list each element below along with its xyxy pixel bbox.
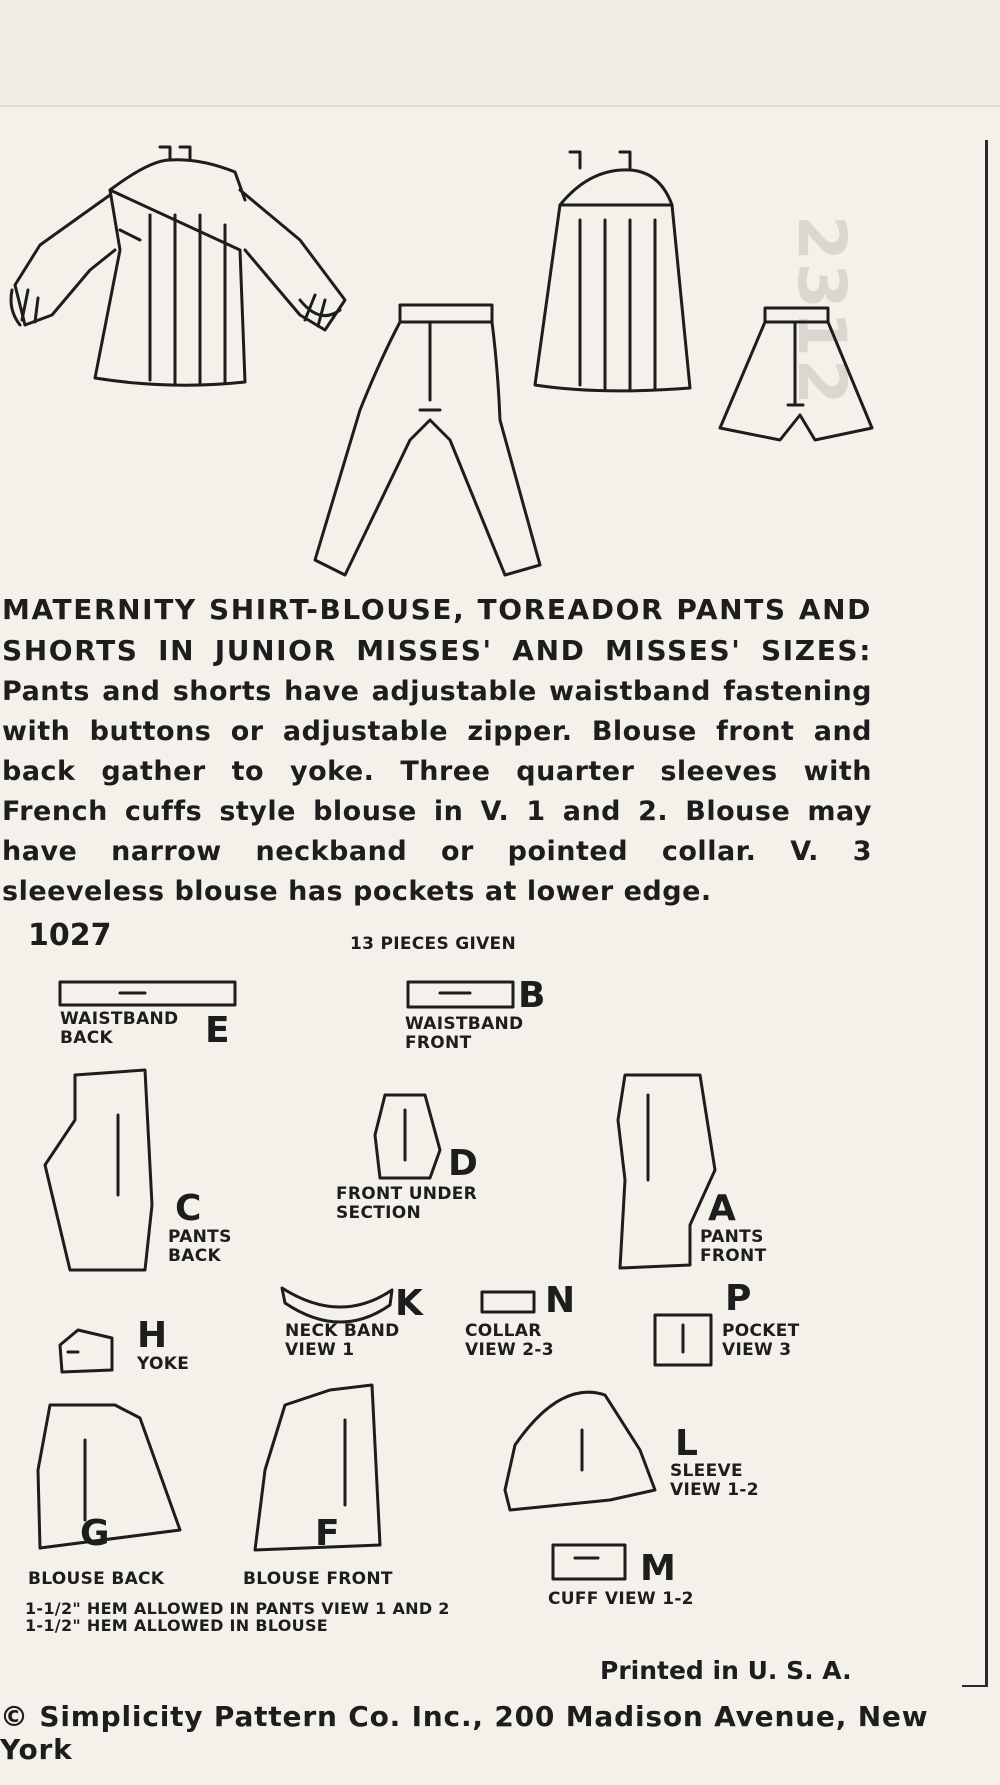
label-front-under-section: FRONT UNDER SECTION <box>336 1184 478 1223</box>
piece-collar <box>482 1292 534 1312</box>
letter-front-under-section: D <box>448 1143 478 1184</box>
label-cuff: CUFF VIEW 1-2 <box>548 1589 694 1609</box>
letter-waistband-front: B <box>518 975 546 1016</box>
piece-yoke <box>60 1330 112 1372</box>
description-text <box>2 590 872 912</box>
description-heading: MATERNITY SHIRT-BLOUSE, TOREADOR PANTS AND SHORTS IN JUNIOR MISSES' AND MISSES' SIZES: <box>2 593 872 667</box>
printed-in: Printed in U. S. A. <box>600 1656 852 1685</box>
stamp-number: 2312 <box>783 215 860 407</box>
piece-front-under-section <box>375 1095 440 1178</box>
label-waistband-back: WAISTBAND BACK <box>60 1009 179 1048</box>
piece-neck-band <box>282 1288 392 1322</box>
letter-cuff: M <box>640 1548 676 1589</box>
piece-waistband-front <box>408 982 513 1007</box>
piece-sleeve <box>505 1392 655 1510</box>
label-blouse-back: BLOUSE BACK <box>28 1569 165 1589</box>
pattern-number: 1027 <box>28 918 112 953</box>
garment-toreador-pants <box>315 305 540 575</box>
garment-blouse-with-sleeves <box>11 147 345 385</box>
label-pants-front: PANTS FRONT <box>700 1227 767 1266</box>
description-body: Pants and shorts have adjustable waistband fastening with buttons or adjustable zipper. Blouse front and back gather to yoke. Three quarter sleeves with French cuffs style blouse in V. 1 and 2. Blouse may have narrow neckband or pointed collar. V. 3 sleeveless blouse has pockets at lower edge. <box>2 676 872 907</box>
piece-pants-back <box>45 1070 152 1270</box>
letter-waistband-back: E <box>205 1010 230 1051</box>
piece-pocket <box>655 1315 711 1365</box>
letter-neck-band: K <box>395 1283 423 1324</box>
label-waistband-front: WAISTBAND FRONT <box>405 1014 524 1053</box>
letter-sleeve: L <box>675 1423 698 1464</box>
garment-sleeveless-blouse <box>535 152 690 391</box>
label-yoke: YOKE <box>137 1354 190 1374</box>
label-neck-band: NECK BAND VIEW 1 <box>285 1321 400 1360</box>
garment-shorts <box>720 308 872 440</box>
label-sleeve: SLEEVE VIEW 1-2 <box>670 1461 759 1500</box>
piece-cuff <box>553 1545 625 1579</box>
pieces-given: 13 PIECES GIVEN <box>350 934 516 954</box>
hem-note: 1-1/2" HEM ALLOWED IN PANTS VIEW 1 AND 2 1-1/2" HEM ALLOWED IN BLOUSE <box>25 1599 450 1635</box>
letter-blouse-front: F <box>315 1513 340 1554</box>
letter-pocket: P <box>725 1278 752 1319</box>
label-pants-back: PANTS BACK <box>168 1227 232 1266</box>
label-collar: COLLAR VIEW 2-3 <box>465 1321 554 1360</box>
label-pocket: POCKET VIEW 3 <box>722 1321 800 1360</box>
letter-yoke: H <box>137 1315 168 1356</box>
label-blouse-front: BLOUSE FRONT <box>243 1569 393 1589</box>
piece-waistband-back <box>60 982 235 1005</box>
publisher-line: © Simplicity Pattern Co. Inc., 200 Madison Avenue, New York <box>0 1700 929 1766</box>
letter-pants-back: C <box>175 1188 202 1229</box>
letter-blouse-back: G <box>80 1513 110 1554</box>
letter-pants-front: A <box>708 1188 736 1229</box>
letter-collar: N <box>545 1280 576 1321</box>
